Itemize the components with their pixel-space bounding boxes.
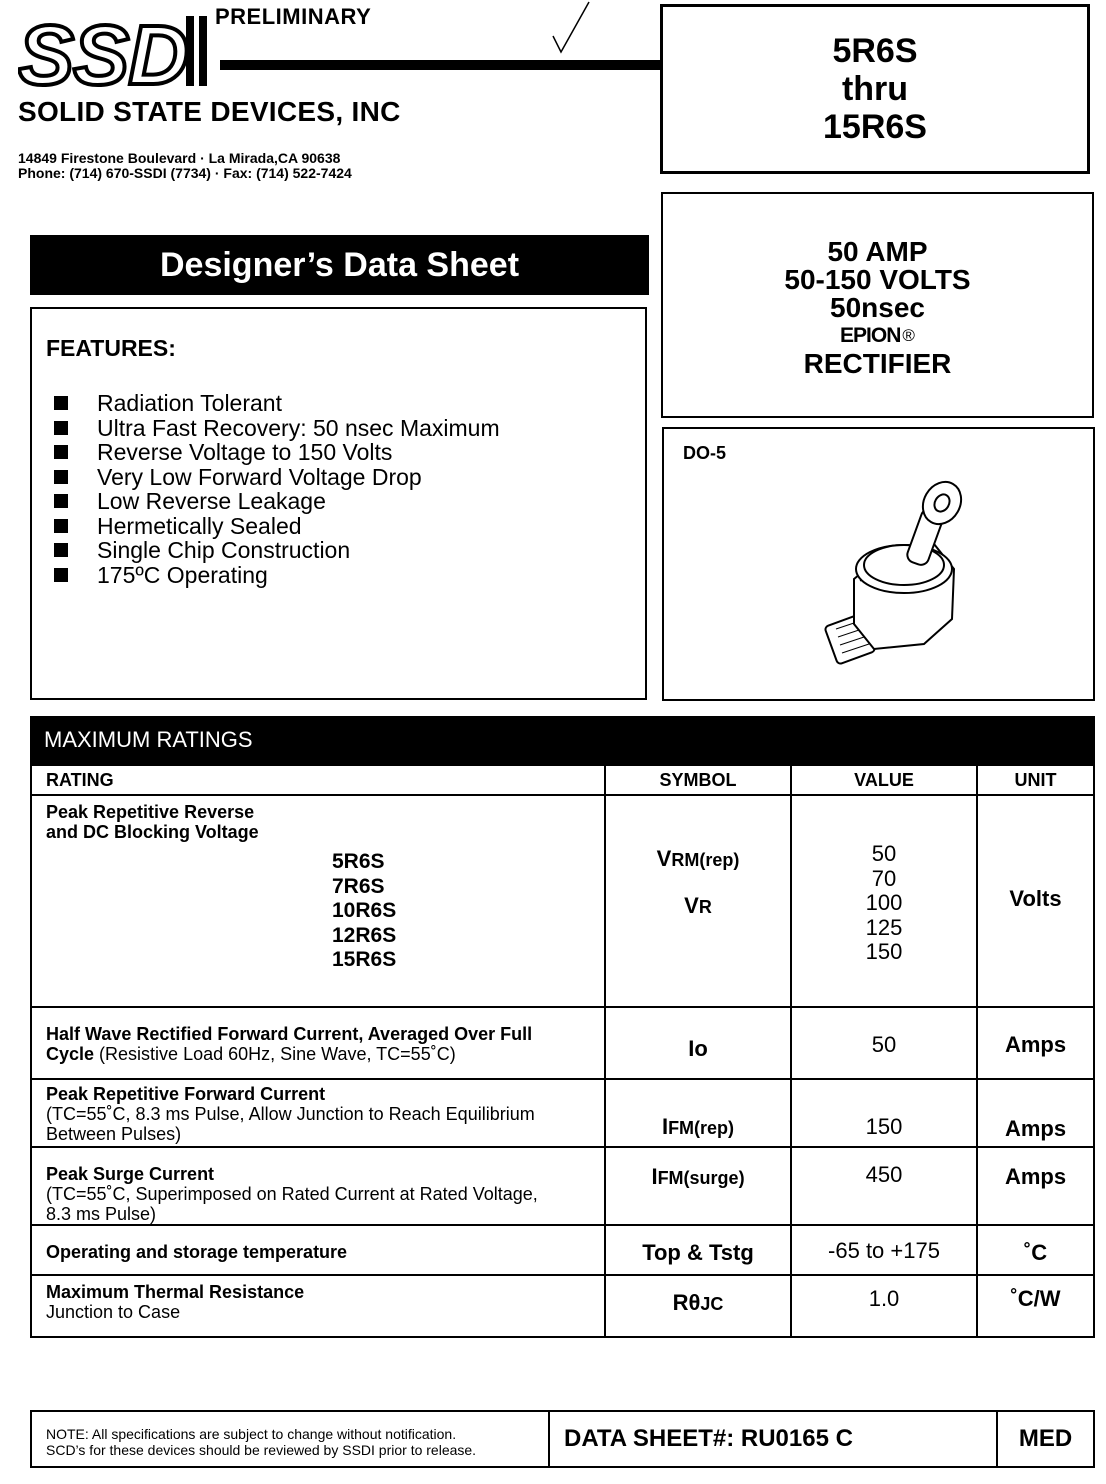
do5-package-drawing bbox=[824, 469, 994, 689]
unit-cell: Amps bbox=[977, 1079, 1094, 1147]
maximum-ratings-header: MAXIMUM RATINGS bbox=[30, 716, 1095, 764]
column-header-rating: RATING bbox=[31, 765, 605, 795]
handwritten-check-mark bbox=[545, 0, 595, 60]
footer-note: NOTE: All specifications are subject to change without notification. SCD’s for these devices should be reviewed by SSDI prior to release. bbox=[32, 1412, 550, 1466]
feature-item: Reverse Voltage to 150 Volts bbox=[54, 440, 500, 465]
table-row bbox=[31, 1275, 1094, 1337]
unit-cell: Volts bbox=[977, 795, 1094, 1007]
preliminary-label: PRELIMINARY bbox=[215, 4, 372, 29]
symbol-cell: RθJC bbox=[605, 1275, 791, 1337]
value-cell: 450 bbox=[791, 1147, 977, 1225]
column-header-value: VALUE bbox=[791, 765, 977, 795]
value-cell: 1.0 bbox=[791, 1275, 977, 1337]
bullet-square-icon bbox=[54, 445, 68, 459]
feature-item: Hermetically Sealed bbox=[54, 514, 500, 539]
designers-data-sheet-banner: Designer’s Data Sheet bbox=[30, 235, 649, 295]
symbol-cell: VRM(rep) VR bbox=[605, 795, 791, 1007]
rating-cell: Peak Repetitive Forward Current (TC=55˚C, 8.3 ms Pulse, Allow Junction to Reach Equilibrium Between Pulses) bbox=[31, 1079, 605, 1147]
unit-cell: ˚C bbox=[977, 1225, 1094, 1275]
symbol-cell: IFM(surge) bbox=[605, 1147, 791, 1225]
table-row bbox=[31, 795, 1094, 1007]
registered-mark: ® bbox=[902, 326, 915, 345]
symbol-cell: IFM(rep) bbox=[605, 1079, 791, 1147]
feature-item: 175ºC Operating bbox=[54, 563, 500, 588]
table-row bbox=[31, 1225, 1094, 1275]
features-box bbox=[30, 307, 647, 700]
svg-text:SSD: SSD bbox=[18, 10, 183, 102]
part-range-thru: thru bbox=[841, 70, 909, 108]
features-title: FEATURES: bbox=[46, 335, 176, 361]
spec-current: 50 AMP bbox=[827, 236, 928, 267]
bullet-square-icon bbox=[54, 519, 68, 533]
data-sheet-number: DATA SHEET#: RU0165 C bbox=[550, 1412, 998, 1466]
rating-cell: Half Wave Rectified Forward Current, Averaged Over Full Cycle (Resistive Load 60Hz, Sine Wave, TC=55˚C) bbox=[31, 1007, 605, 1079]
spec-device-type: RECTIFIER bbox=[803, 348, 952, 379]
header-rule bbox=[220, 60, 660, 70]
footer-med-label: MED bbox=[1018, 1425, 1073, 1452]
feature-item: Ultra Fast Recovery: 50 nsec Maximum bbox=[54, 416, 500, 441]
table-header-row bbox=[31, 765, 1094, 795]
value-cell: 150 bbox=[791, 1079, 977, 1147]
value-cell: 50 70 100 125 150 bbox=[791, 795, 977, 1007]
bullet-square-icon bbox=[54, 470, 68, 484]
unit-cell: Amps bbox=[977, 1147, 1094, 1225]
company-address: 14849 Firestone Boulevard · La Mirada,CA 90638 bbox=[18, 150, 341, 166]
spec-voltage: 50-150 VOLTS bbox=[784, 264, 971, 295]
bullet-square-icon bbox=[54, 543, 68, 557]
part-range-start: 5R6S bbox=[832, 32, 918, 70]
table-row bbox=[31, 1079, 1094, 1147]
rating-cell: Operating and storage temperature bbox=[31, 1225, 605, 1275]
symbol-cell: Io bbox=[605, 1007, 791, 1079]
part-number-list: 5R6S 7R6S 10R6S 12R6S 15R6S bbox=[332, 850, 397, 971]
spec-recovery: 50nsec bbox=[830, 292, 925, 323]
package-label: DO-5 bbox=[683, 443, 727, 463]
bullet-square-icon bbox=[54, 568, 68, 582]
unit-cell: ˚C/W bbox=[977, 1275, 1094, 1337]
ssdi-logo bbox=[18, 10, 213, 102]
feature-item: Very Low Forward Voltage Drop bbox=[54, 465, 500, 490]
feature-item: Radiation Tolerant bbox=[54, 391, 500, 416]
footer bbox=[30, 1410, 1095, 1468]
package-box bbox=[662, 427, 1095, 701]
value-cell: 50 bbox=[791, 1007, 977, 1079]
table-row bbox=[31, 1007, 1094, 1079]
part-range-end: 15R6S bbox=[823, 108, 927, 146]
feature-item: Single Chip Construction bbox=[54, 538, 500, 563]
symbol-cell: Top & Tstg bbox=[605, 1225, 791, 1275]
rating-cell: Maximum Thermal Resistance Junction to Case bbox=[31, 1275, 605, 1337]
bullet-square-icon bbox=[54, 421, 68, 435]
bullet-square-icon bbox=[54, 494, 68, 508]
feature-item: Low Reverse Leakage bbox=[54, 489, 500, 514]
rating-cell: Peak Surge Current (TC=55˚C, Superimposed on Rated Current at Rated Voltage, 8.3 ms Pulse) bbox=[31, 1147, 605, 1225]
maximum-ratings-table bbox=[30, 764, 1095, 1338]
unit-cell: Amps bbox=[977, 1007, 1094, 1079]
part-number-box bbox=[660, 4, 1090, 174]
company-phone-fax: Phone: (714) 670-SSDI (7734) · Fax: (714) 522-7424 bbox=[18, 165, 352, 181]
column-header-symbol: SYMBOL bbox=[605, 765, 791, 795]
column-header-unit: UNIT bbox=[977, 765, 1094, 795]
company-name: SOLID STATE DEVICES, INC bbox=[18, 96, 401, 127]
value-cell: -65 to +175 bbox=[791, 1225, 977, 1275]
features-list bbox=[54, 391, 500, 587]
rating-cell: Peak Repetitive Reverse and DC Blocking Voltage 5R6S 7R6S 10R6S 12R6S 15R6S bbox=[31, 795, 605, 1007]
epion-logo: EPION bbox=[840, 324, 901, 347]
epion-brand bbox=[840, 322, 915, 350]
bullet-square-icon bbox=[54, 396, 68, 410]
table-row bbox=[31, 1147, 1094, 1225]
spec-summary-box bbox=[661, 192, 1094, 418]
